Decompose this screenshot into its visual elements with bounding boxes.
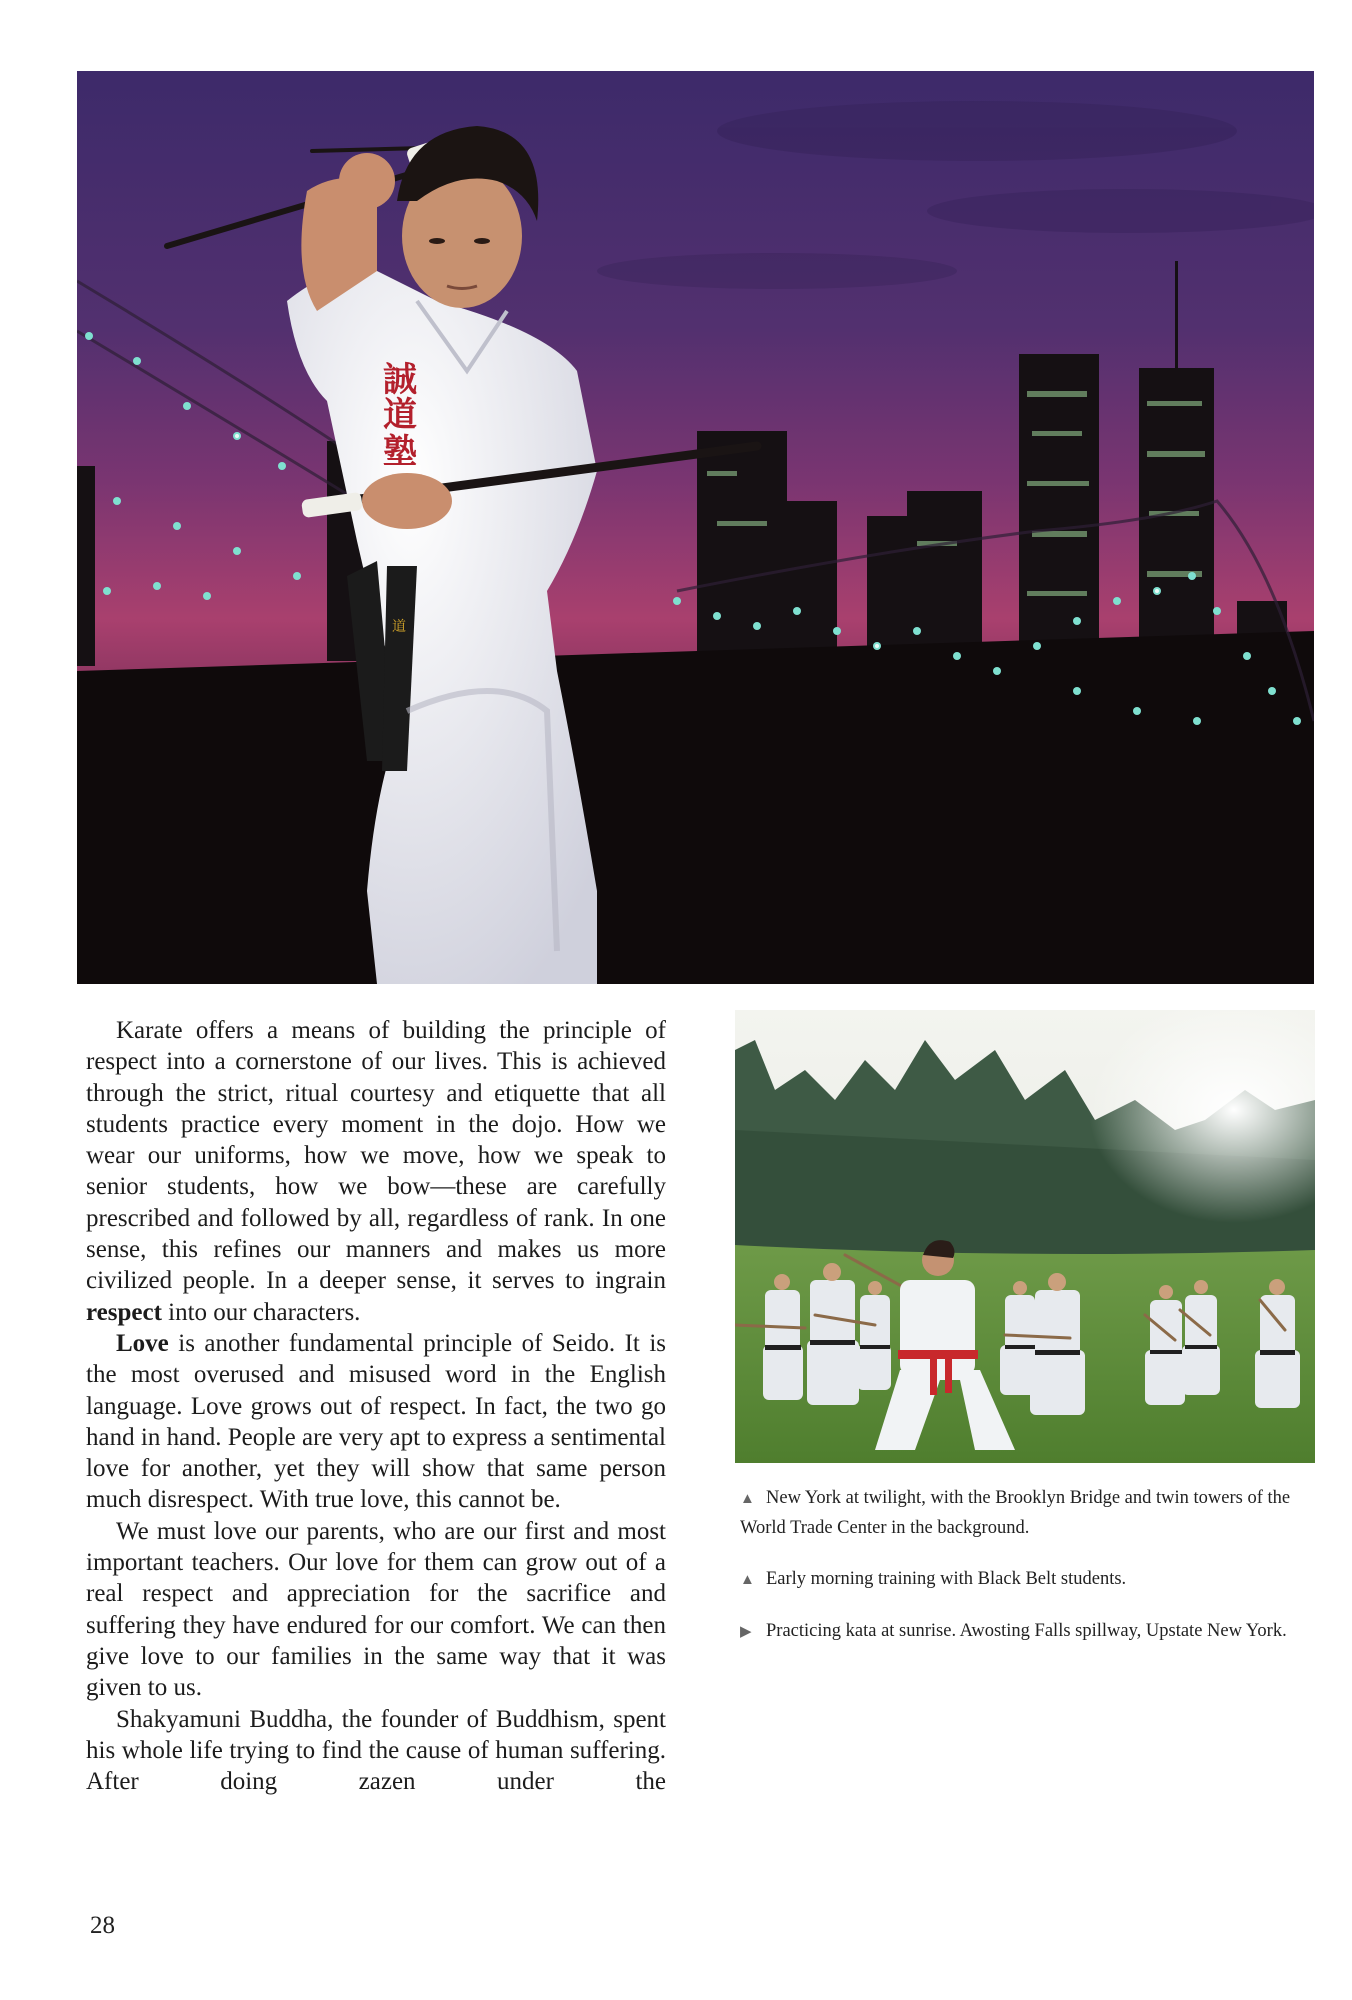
paragraph-love: Love is another fundamental principle of Seido. It is the most overused and misused word in the English language. Love grows out of respect. In fact, the two go hand in hand. People are very apt to express a sentimental love for another, yet they will show that same person much disrespect. With true love, this cannot be. [86,1329,666,1514]
training-photo-illustration [735,1010,1315,1463]
svg-text:塾: 塾 [383,432,417,472]
triangle-up-icon: ▲ [740,1491,755,1507]
triangle-up-icon: ▲ [740,1572,755,1588]
caption-next-page-photo: ▶ Practicing kata at sunrise. Awosting Falls spillway, Upstate New York. [740,1617,1320,1647]
paragraph-buddha: Shakyamuni Buddha, the founder of Buddhism, spent his whole life trying to find the cause of human suffering. After doing zazen under the [86,1705,666,1796]
gi-kanji-mark: 誠 [383,360,417,400]
caption-training-photo: ▲ Early morning training with Black Belt students. [740,1565,1320,1595]
svg-text:道: 道 [383,395,417,435]
page-number: 28 [90,1912,115,1939]
caption-main-photo: ▲ New York at twilight, with the Brooklyn Bridge and twin towers of the World Trade Center in the background. [740,1484,1320,1543]
triangle-right-icon: ▶ [740,1624,752,1640]
photo-captions [740,1484,1320,1669]
emphasis-love: Love [116,1329,169,1357]
training-photo-students-field [735,1010,1315,1463]
svg-text:道: 道 [392,619,406,635]
paragraph-parents: We must love our parents, who are our first and most important teachers. Our love for them can grow out of a real respect and appreciation for the sacrifice and suffering they have endured for our comfort. We can then give love to our families in the same way that it was given to us. [86,1517,666,1702]
body-text-column [86,1015,666,1797]
main-photo-karate-master-nyc-twilight [77,71,1314,984]
emphasis-respect: respect [86,1298,162,1326]
paragraph-respect: Karate offers a means of building the principle of respect into a cornerstone of our lives. This is achieved through the strict, ritual courtesy and etiquette that all students practice every moment in the dojo. How we wear our uniforms, how we move, how we speak to senior students, how we bow—these are carefully prescribed and followed by all, regardless of rank. In one sense, this refines our manners and makes us more civilized people. In a deeper sense, it serves to ingrain respect into our characters. [86,1017,666,1326]
main-photo-illustration [77,71,1314,984]
